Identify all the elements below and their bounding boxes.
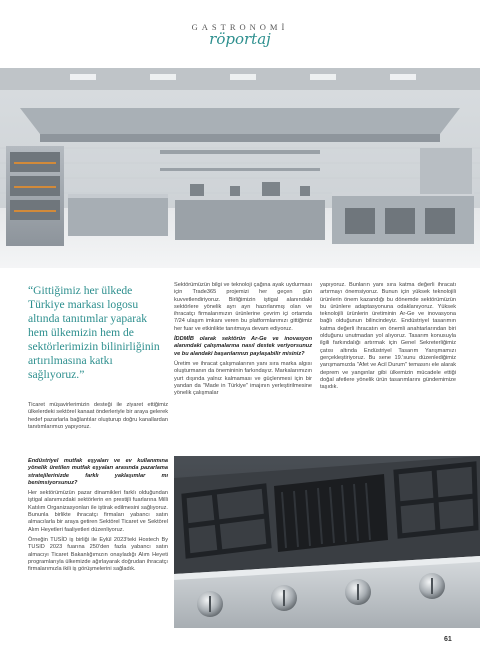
page-header [0,22,480,48]
paragraph: Örneğin TUSİD iş birliği ile Eylül 2023'teki Hostech By TUSID 2023 fuarına 250'den fazla yabancı satın almacıyı Ticaret Bakanlığımızın onayladığı Alım Heyeti programlarıyla ülkemizde ağırlayarak doğrudan ihracatçı firmalarımızla ikili iş görüşmelerini sağladık. [28,536,168,573]
paragraph: Ticaret müşavirlerimizin desteği ile ziyaret ettiğimiz ülkelerdeki sektörel kanaat önderleriyle bir araya gelerek hedef pazarlarla bağlantılar oluşturup doğru kanallardan tanıtımlarımızı yapıyoruz. [28,402,168,430]
pull-quote: “Gittiğimiz her ülkede Türkiye markası logosu altında tanıtımlar yaparak hem ülkemizin hem de sektörlerimizin bilinirliğinin artırılmasına katkı sağlıyoruz.” [28,284,160,381]
interview-question: Endüstriyel mutfak eşyaları ve ev kullanımına yönelik üretilen mutfak eşyaları arasında pazarlama stratejilerinizde farklı yaklaşımlar mı benimsiyorsunuz? [28,458,168,486]
kitchen-illustration [0,68,480,268]
stove-photo [174,456,480,628]
paragraph: yapıyoruz. Bunların yanı sıra katma değerli ihracatı artırmayı önemsiyoruz. Bunun için yüksek teknolojili ürünlerin önem kazandığı bu dönemde sektörümüzün bu ürünlere adaptasyonuna odaklanıyoruz. Yüksek teknolojili ürünlerin üretiminin Ar-Ge ve inovasyona bağlı olduğunun bilincindeyiz. Endüstriyel tasarımın katma değerli ihracatın en önemli anahtarlarından biri olduğunu unutmadan yol alıyoruz. Tasarım konusuyla ilgili farkındalığı artırmak için Genel Sekreterliğimiz çatısı altında Endüstriyel Tasarım Yarışmamızı gerçekleştiriyoruz. Bu sene 19.'sunu düzenlediğimiz yarışmamızda "Afet ve Acil Durum" temasını ele alarak deprem ve yangınlar gibi ülkemizin mücadele ettiği doğal afetlere yönelik ürün tasarımlarını gündemimize taşıdık. [320,282,456,391]
page-number: 61 [444,636,452,643]
column-1 [28,458,168,576]
section-title: GASTRONOMİ [191,22,289,32]
kitchen-photo [0,68,480,268]
column-1-intro [28,402,168,434]
paragraph: Sektörümüzün bilgi ve teknoloji çağına ayak uydurması için Trade365 projemizi her geçen gün kuvvetlendiriyoruz. Birliğimizin iştigal alanındaki sektörlere yönelik ayrı ayrı hazırlanmış olan ve ihracatçı firmalarımızın ürünlerine çevrim içi ortamda 7/24 ulaşım imkanı veren bu platformlarımızı gittiğimiz her fuar ve etkinlikte tanıtmaya devam ediyoruz. [174,282,312,332]
interview-question: İDDMİB olarak sektörün Ar-Ge ve inovasyon alanındaki çalışmalarına nasıl destek veriyorsunuz ve bu alandaki başarılarınızı paylaşabilir misiniz? [174,336,312,357]
paragraph: Her sektörümüzün pazar dinamikleri farklı olduğundan iştigal alanımızdaki sektörlerin en prestijli fuarlarına Milli Katılım Organizasyonları ile iştirak edilmesini sağlıyoruz. Bununla birlikte ihracatçı firmaları yabancı satın almacılarla bir araya getiren Sektörel Ticaret ve Sektörel Alım Heyetleri faaliyetleri düzenliyoruz. [28,490,168,533]
column-2 [174,282,312,400]
paragraph: Üretim ve ihracat çalışmalarının yanı sıra marka algısı oluşturmanın da önemininin farkındayız. Markalarımızın yurt dışında yalnız kalmaması ve güçlenmesi için bir yandan da "Made in Türkiye" imajının yerleştirilmesine yönelik çalışmalar [174,360,312,397]
column-3 [320,282,456,394]
stove-illustration [174,456,480,628]
subsection-title: röportaj [209,30,271,48]
